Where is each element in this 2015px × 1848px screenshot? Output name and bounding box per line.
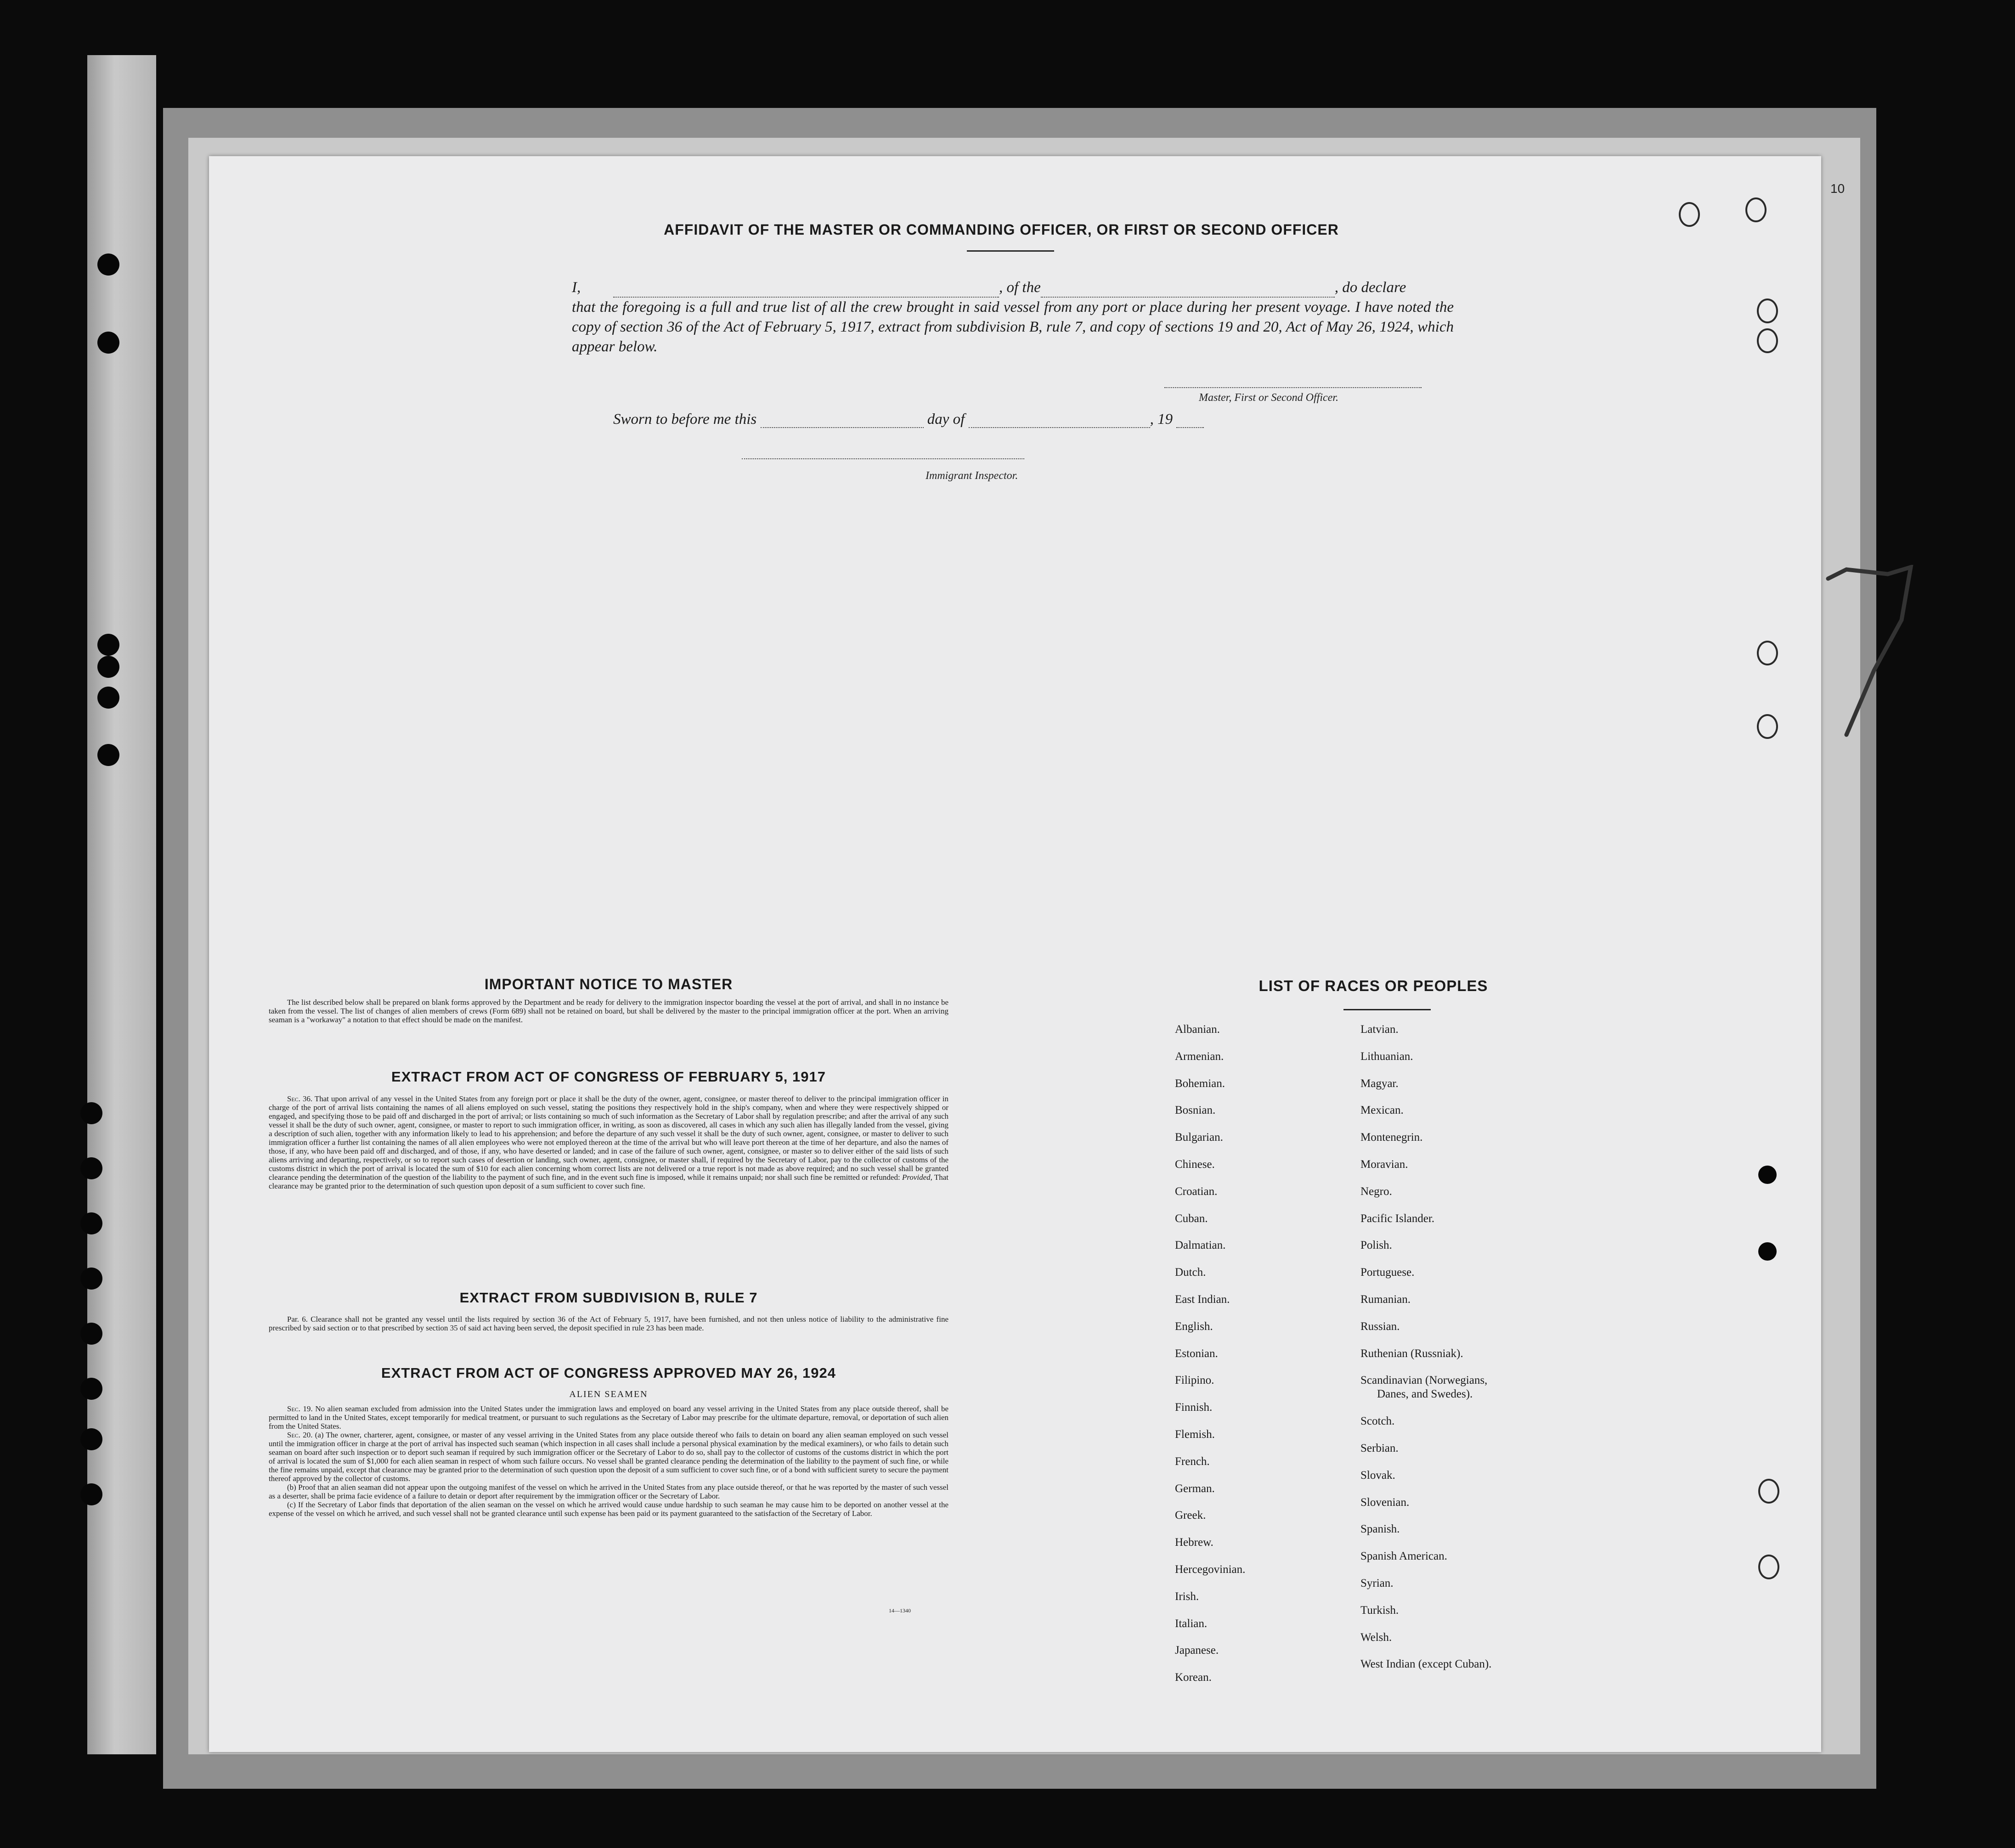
race-item: Spanish American. xyxy=(1360,1550,1447,1563)
race-item: Cuban. xyxy=(1175,1212,1208,1225)
race-item: Scotch. xyxy=(1360,1415,1395,1428)
vessel-field[interactable] xyxy=(1041,283,1335,298)
race-item: Welsh. xyxy=(1360,1631,1392,1644)
race-item: Irish. xyxy=(1175,1590,1199,1603)
races-title-rule xyxy=(1343,1009,1431,1010)
notice-title: IMPORTANT NOTICE TO MASTER xyxy=(484,976,733,992)
punch-hole xyxy=(80,1378,102,1400)
race-item: Japanese. xyxy=(1175,1644,1219,1657)
race-item: Syrian. xyxy=(1360,1577,1394,1589)
race-item: Scandinavian (Norwegians, xyxy=(1360,1374,1488,1387)
race-item: Polish. xyxy=(1360,1239,1392,1252)
sworn-year: , 19 xyxy=(1150,411,1173,428)
sworn-month-field[interactable] xyxy=(969,413,1150,428)
punch-hole xyxy=(97,687,119,709)
sec-36-label: Sec. 36. xyxy=(287,1094,313,1103)
punch-hole xyxy=(80,1483,102,1505)
punch-hole xyxy=(97,254,119,276)
race-item: Spanish. xyxy=(1360,1523,1400,1536)
ring-hole xyxy=(1757,714,1778,739)
punch-hole xyxy=(97,332,119,354)
signature-line[interactable] xyxy=(1164,387,1422,388)
ring-hole xyxy=(1745,197,1767,222)
race-item: Pacific Islander. xyxy=(1360,1212,1435,1225)
race-item: Danes, and Swedes). xyxy=(1377,1388,1473,1401)
sworn-line xyxy=(613,411,1204,428)
race-item: Greek. xyxy=(1175,1509,1206,1522)
punch-hole xyxy=(80,1157,102,1179)
race-item: Croatian. xyxy=(1175,1185,1218,1198)
sec-19-label: Sec. 19. xyxy=(287,1404,313,1413)
act-1917-title: EXTRACT FROM ACT OF CONGRESS OF FEBRUARY 5, 1917 xyxy=(391,1069,826,1085)
affidavit-body-text: that the foregoing is a full and true list of all the crew brought in said vessel from any port or place during her present voyage. I have noted the copy of section 36 of the Act of February 5, 1917, extract from subdivision B, rule 7, and copy of sections 19 and 20, Act of May 26, 1924, which appear below. xyxy=(572,299,1454,355)
race-item: Slovenian. xyxy=(1360,1496,1410,1509)
race-item: Korean. xyxy=(1175,1671,1212,1684)
punch-hole xyxy=(97,744,119,766)
race-item: English. xyxy=(1175,1320,1213,1333)
race-item: West Indian (except Cuban). xyxy=(1360,1658,1492,1671)
affidavit-of-the: , of the xyxy=(999,279,1041,296)
race-item: French. xyxy=(1175,1455,1210,1468)
sworn-day-of: day of xyxy=(927,411,965,428)
ring-hole xyxy=(1758,1555,1779,1579)
race-item: East Indian. xyxy=(1175,1293,1230,1306)
race-item: Moravian. xyxy=(1360,1158,1408,1171)
race-item: Finnish. xyxy=(1175,1401,1213,1414)
race-item: Estonian. xyxy=(1175,1347,1218,1360)
sec-20b-text: (b) Proof that an alien seaman did not appear upon the outgoing manifest of the vessel on which he arrived in the United States from any place outside thereof, or that he was reported by the master of such vessel as a deserter, shall be prima facie evidence of a failure to detain or deport after requirement by the immigration officer or the Secretary of Labor. xyxy=(269,1483,948,1500)
ring-hole xyxy=(1757,328,1778,353)
race-item: Bulgarian. xyxy=(1175,1131,1223,1144)
race-item: Portuguese. xyxy=(1360,1266,1415,1279)
affidavit-i: I, xyxy=(572,279,581,296)
form-code: 14—1340 xyxy=(889,1607,911,1614)
affidavit-declare: , do declare xyxy=(1334,279,1406,296)
races-title: LIST OF RACES OR PEOPLES xyxy=(1259,977,1488,994)
race-item: Chinese. xyxy=(1175,1158,1215,1171)
act-1924-body xyxy=(269,1404,948,1518)
punch-hole xyxy=(97,634,119,656)
race-item: Dalmatian. xyxy=(1175,1239,1226,1252)
punch-hole xyxy=(80,1268,102,1290)
race-item: Filipino. xyxy=(1175,1374,1214,1387)
sworn-text: Sworn to before me this xyxy=(613,411,757,428)
name-field[interactable] xyxy=(613,283,999,298)
inspector-caption: Immigrant Inspector. xyxy=(926,470,1018,482)
sworn-day-field[interactable] xyxy=(761,413,924,428)
title-rule xyxy=(967,250,1054,252)
race-item: Slovak. xyxy=(1360,1469,1395,1482)
act-1924-title: EXTRACT FROM ACT OF CONGRESS APPROVED MAY 26, 1924 xyxy=(381,1365,836,1381)
race-item: Bosnian. xyxy=(1175,1104,1216,1117)
act-1924-subtitle: ALIEN SEAMEN xyxy=(569,1389,648,1399)
race-item: Latvian. xyxy=(1360,1023,1399,1036)
rule7-title: EXTRACT FROM SUBDIVISION B, RULE 7 xyxy=(459,1290,758,1306)
race-item: Russian. xyxy=(1360,1320,1400,1333)
race-item: Albanian. xyxy=(1175,1023,1220,1036)
rule7-body: Par. 6. Clearance shall not be granted any vessel until the lists required by section 36 of the Act of February 5, 1917, have been furnished, and not then unless notice of liability to the administrative fine prescribed by said section or to that prescribed by section 35 of said act having been served, the deposit specified in rule 23 has been made. xyxy=(269,1315,948,1332)
ring-hole xyxy=(1758,1479,1779,1504)
race-item: Italian. xyxy=(1175,1617,1208,1630)
race-item: Montenegrin. xyxy=(1360,1131,1423,1144)
race-item: Rumanian. xyxy=(1360,1293,1411,1306)
proviso: Provided, xyxy=(902,1173,932,1182)
sec-36-tail: That clearance may be granted prior to the determination of such question upon deposit of a sum sufficient to cover such fine. xyxy=(269,1173,949,1190)
race-item: Serbian. xyxy=(1360,1442,1399,1454)
affidavit-title: AFFIDAVIT OF THE MASTER OR COMMANDING OFFICER, OR FIRST OR SECOND OFFICER xyxy=(664,221,1339,238)
race-item: Dutch. xyxy=(1175,1266,1206,1279)
punch-hole xyxy=(80,1323,102,1345)
race-item: Turkish. xyxy=(1360,1604,1399,1617)
sec-36-text: That upon arrival of any vessel in the United States from any foreign port or place it shall be the duty of the owner, agent, consignee, or master thereof to deliver to the principal immigration officer in charge of the port of arrival lists containing the names of all aliens employed on such vessel, stating the positions they respectively hold in the ship's company, when and where they were respectively shipped or engaged, and specifying those to be paid off and discharged in the port of arrival; or lists containing so much of such information as the Secretary of Labor shall by regulation prescribe; and after the arrival of any such vessel it shall be the duty of such owner, agent, consignee, or master to report to such immigration officer, in writing, as soon as discovered, all cases in which any such alien has illegally landed from the vessel, giving a description of such alien, together with any information likely to lead to his apprehension; and before the departure of any such vessel it shall be the duty of such owner, agent, consignee, or master to deliver to such immigration officer a further list containing the names of all alien employees who were not employed thereon at the time of the arrival but who will leave port thereon at the time of her departure, and also the names of those, if any, who have been paid off and discharged, and of those, if any, who have deserted or landed; and in case of the failure of such owner, agent, consignee, or master so to deliver either of the said lists of such aliens arriving and departing, respectively, or so to report such cases of desertion or landing, such owner, agent, consignee, or master shall, if required by the Secretary of Labor, pay to the collector of customs of the customs district in which the port of arrival is located the sum of $10 for each alien concerning whom correct lists are not delivered or a true report is not made as above required; and no such vessel shall be granted clearance pending the determination of the question of the liability to the payment of such fine, and in the event such fine is imposed, while it remains unpaid; nor shall such fine be remitted or refunded: xyxy=(269,1094,948,1182)
race-item: Magyar. xyxy=(1360,1077,1399,1090)
punch-hole xyxy=(1758,1166,1777,1184)
pencil-mark xyxy=(1819,565,1915,739)
punch-hole xyxy=(80,1102,102,1124)
race-item: Negro. xyxy=(1360,1185,1392,1198)
race-item: Armenian. xyxy=(1175,1050,1224,1063)
signature-caption: Master, First or Second Officer. xyxy=(1199,392,1338,404)
punch-hole xyxy=(80,1428,102,1450)
ring-hole xyxy=(1757,299,1778,323)
act-1917-body xyxy=(269,1094,948,1190)
inspector-signature-line[interactable] xyxy=(742,458,1024,459)
race-item: Hebrew. xyxy=(1175,1536,1214,1549)
sworn-year-field[interactable] xyxy=(1176,413,1204,428)
ring-hole xyxy=(1679,202,1700,227)
race-item: German. xyxy=(1175,1482,1215,1495)
punch-hole xyxy=(80,1212,102,1234)
race-item: Flemish. xyxy=(1175,1428,1215,1441)
sec-20c-text: (c) If the Secretary of Labor finds that deportation of the alien seaman on the vessel on which he arrived would cause undue hardship to such seaman he may cause him to be deported on another vessel at the expense of the vessel on which he arrived, and such vessel shall not be granted clearance until such expense has been paid or its payment guaranteed to the satisfaction of the Secretary of Labor. xyxy=(269,1500,948,1518)
race-item: Lithuanian. xyxy=(1360,1050,1413,1063)
affidavit-text xyxy=(572,278,1454,357)
race-item: Hercegovinian. xyxy=(1175,1563,1246,1576)
punch-hole xyxy=(97,656,119,678)
race-item: Mexican. xyxy=(1360,1104,1404,1117)
sec-20-label: Sec. 20. xyxy=(287,1431,313,1439)
sec-19-text: No alien seaman excluded from admission into the United States under the immigration laws and employed on board any vessel arriving in the United States from any place outside thereof, shall be permitted to land in the United States, except temporarily for medical treatment, or pursuant to such regulations as the Secretary of Labor may prescribe for the ultimate departure, removal, or deportation of such alien from the United States. xyxy=(269,1404,949,1431)
punch-hole xyxy=(1758,1242,1777,1261)
race-item: Ruthenian (Russniak). xyxy=(1360,1347,1463,1360)
sec-20a-text: (a) The owner, charterer, agent, consignee, or master of any vessel arriving in the United States from any place outside thereof who fails to detain on board any alien seaman employed on such vessel until the immigration officer in charge at the port of arrival has inspected such seaman (which inspection in all cases shall include a personal physical examination by the medical examiners), or who fails to detain such seaman on board after such inspection or to deport such seaman if required by such immigration officer or the Secretary of Labor to do so, shall pay to the collector of customs of the customs district in which the port of arrival is located the sum of $1,000 for each alien seaman in respect of whom such failure occurs. No vessel shall be granted clearance pending the determination of the liability to the payment of such fine, or while the fine remains unpaid, except that clearance may be granted prior to the determination of such question upon the deposit of a sum sufficient to cover such fine, or of a bond with sufficient surety to secure the payment thereof approved by the collector of customs. xyxy=(269,1431,948,1483)
notice-body: The list described below shall be prepared on blank forms approved by the Department and be ready for delivery to the immigration inspector boarding the vessel at the port of arrival, and shall in no instance be taken from the vessel. The list of changes of alien members of crews (Form 689) shall not be retained on board, but shall be delivered by the master to the principal immigration officer at the port. When an arriving seaman is a "workaway" a notation to that effect should be made on the manifest. xyxy=(269,998,948,1024)
margin-mark: 10 xyxy=(1830,181,1845,196)
race-item: Bohemian. xyxy=(1175,1077,1225,1090)
ring-hole xyxy=(1757,641,1778,665)
